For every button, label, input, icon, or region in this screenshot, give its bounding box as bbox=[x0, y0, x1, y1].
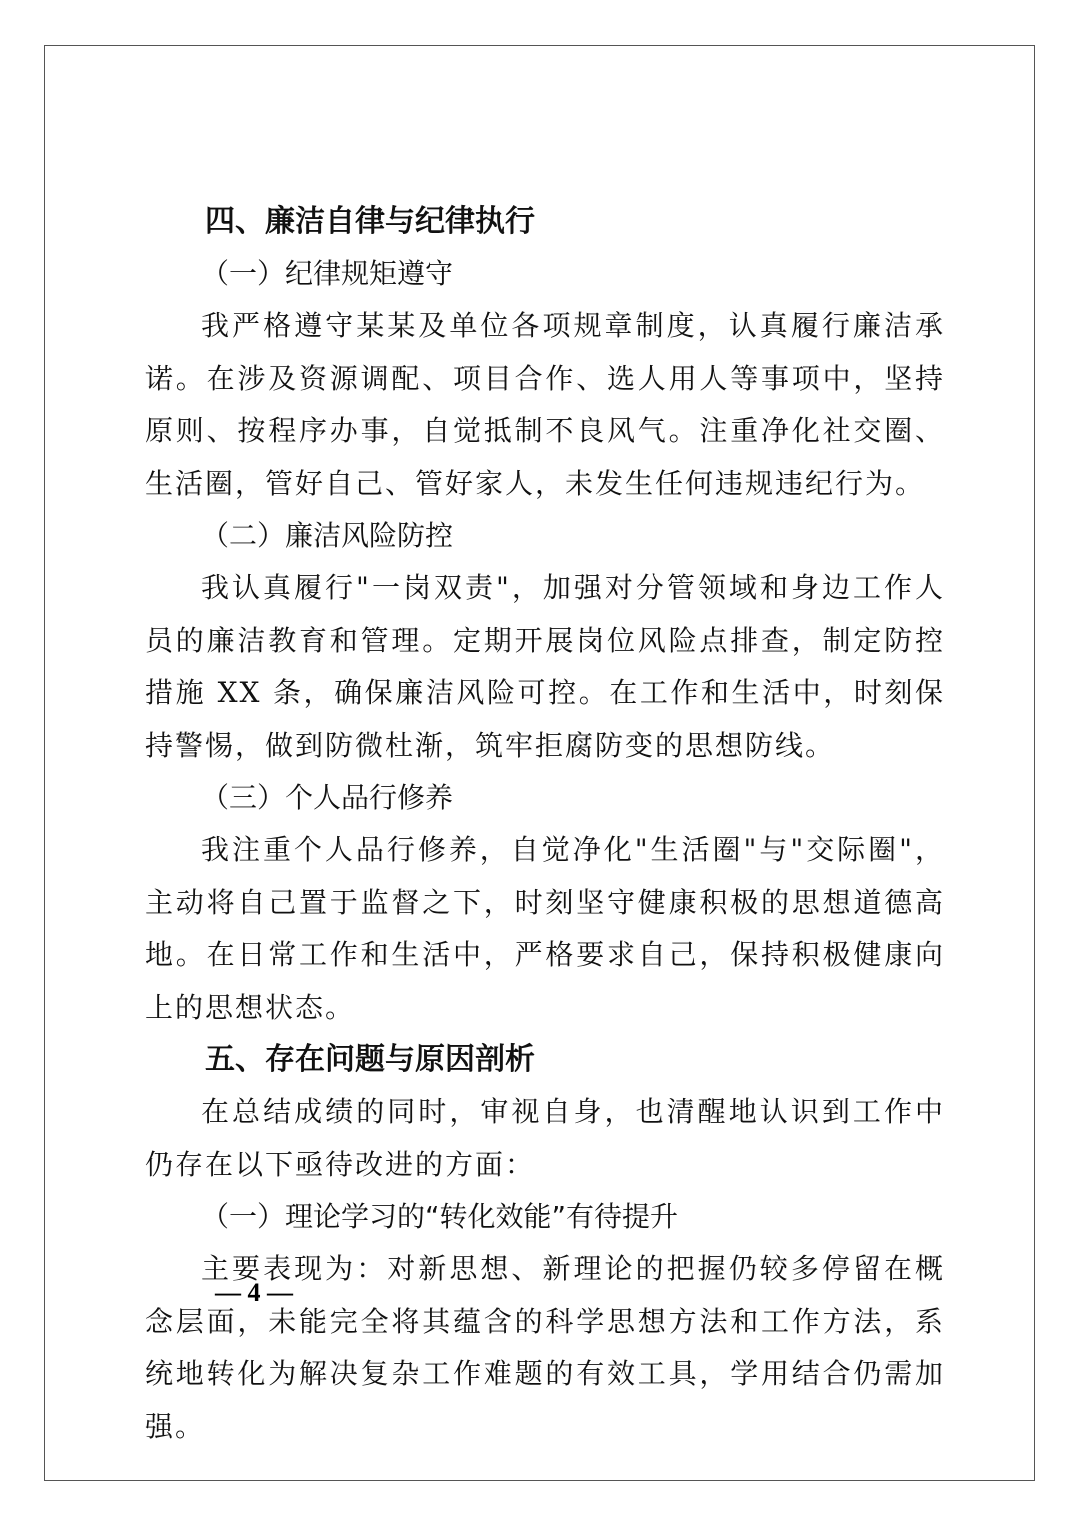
subheading-personal-conduct: （三）个人品行修养 bbox=[201, 781, 454, 814]
document-body bbox=[145, 196, 945, 1453]
subheading-discipline: （一）纪律规矩遵守 bbox=[201, 257, 454, 290]
subheading-theory-study: （一）理论学习的“转化效能”有待提升 bbox=[201, 1200, 679, 1233]
paragraph-theory-study: 主要表现为：对新思想、新理论的把握仍较多停留在概念层面，未能完全将其蕴含的科学思想方法和工作方法，系统地转化为解决复杂工作难题的有效工具，学用结合仍需加强。 bbox=[145, 1252, 945, 1443]
page-frame bbox=[44, 45, 1035, 1481]
subheading-risk-control: （二）廉洁风险防控 bbox=[201, 519, 454, 552]
paragraph-risk-control: 我认真履行"一岗双责"，加强对分管领域和身边工作人员的廉洁教育和管理。定期开展岗位风险点排查，制定防控措施 XX 条，确保廉洁风险可控。在工作和生活中，时刻保持警惕，做到防微杜渐，筑牢拒腐防变的思想防线。 bbox=[145, 571, 945, 762]
paragraph-discipline: 我严格遵守某某及单位各项规章制度，认真履行廉洁承诺。在涉及资源调配、项目合作、选人用人等事项中，坚持原则、按程序办事，自觉抵制不良风气。注重净化社交圈、生活圈，管好自己、管好家人，未发生任何违规违纪行为。 bbox=[145, 309, 945, 500]
paragraph-personal-conduct: 我注重个人品行修养，自觉净化"生活圈"与"交际圈"，主动将自己置于监督之下，时刻坚守健康积极的思想道德高地。在日常工作和生活中，严格要求自己，保持积极健康向上的思想状态。 bbox=[145, 833, 945, 1024]
paragraph-problems-intro: 在总结成绩的同时，审视自身，也清醒地认识到工作中仍存在以下亟待改进的方面： bbox=[145, 1095, 945, 1181]
section-heading-5: 五、存在问题与原因剖析 bbox=[205, 1042, 535, 1077]
page-number: — 4 — bbox=[215, 1278, 293, 1307]
section-heading-4: 四、廉洁自律与纪律执行 bbox=[205, 204, 535, 239]
